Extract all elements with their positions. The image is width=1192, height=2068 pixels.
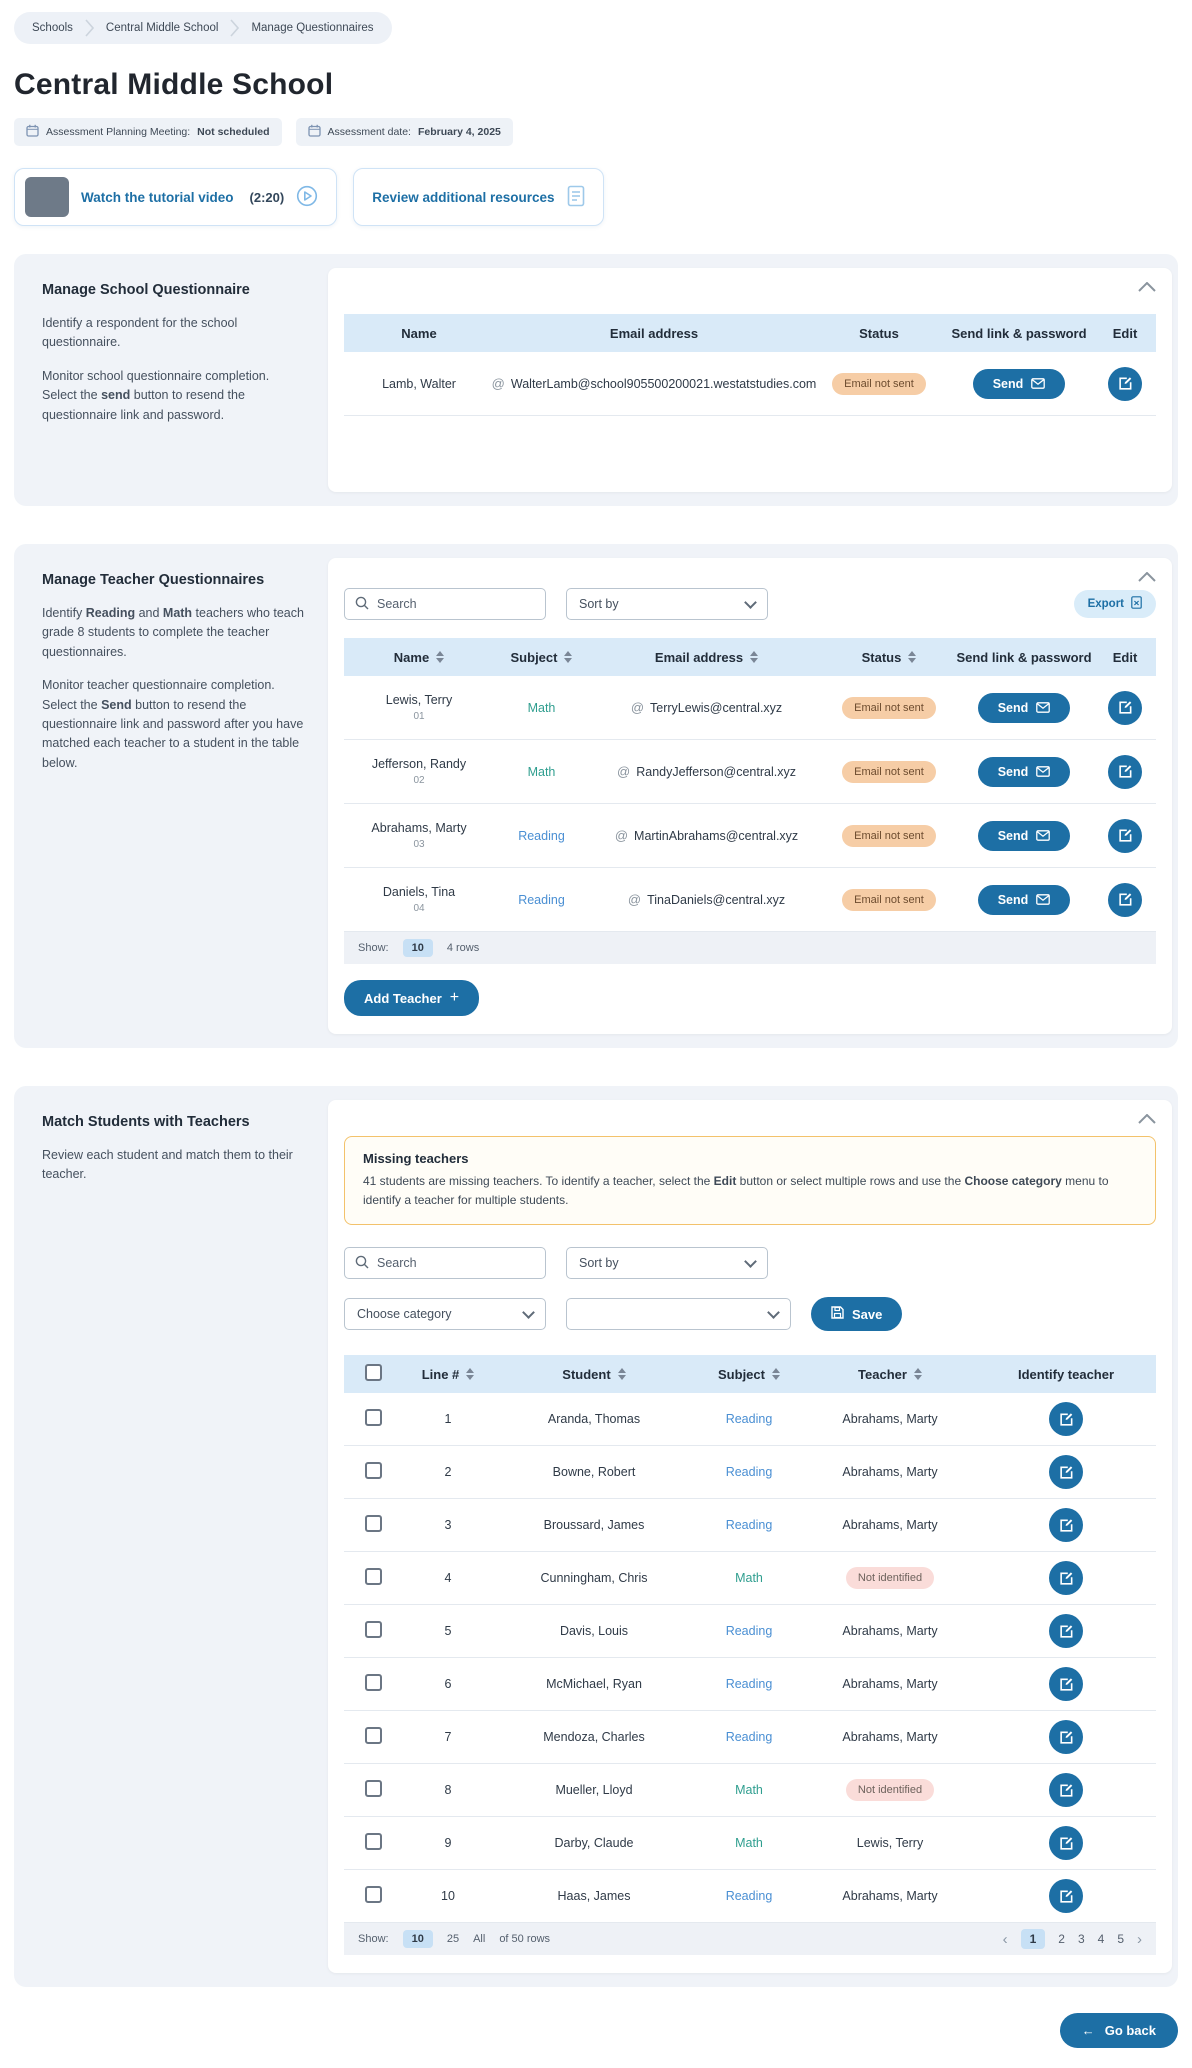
identify-teacher-button[interactable] (1049, 1402, 1083, 1436)
line-number: 9 (444, 1836, 452, 1851)
select-all-checkbox[interactable] (365, 1364, 382, 1381)
table-row (344, 1446, 1156, 1499)
show-label: Show: (358, 1933, 389, 1946)
breadcrumb-item-manage-questionnaires[interactable]: Manage Questionnaires (251, 22, 374, 34)
identify-teacher-button[interactable] (1049, 1614, 1083, 1648)
subject-cell: Reading (725, 1412, 773, 1427)
match-section-heading: Match Students with Teachers (42, 1114, 250, 1130)
export-button[interactable]: Export (1074, 590, 1156, 618)
student-name: Davis, Louis (559, 1624, 629, 1639)
teacher-line-number: 03 (413, 839, 425, 850)
teacher-section-para1: Identify Reading and Math teachers who teach grade 8 students to complete the teacher questionnaires. (42, 606, 304, 659)
assessment-chips (14, 118, 1178, 146)
go-back-button[interactable]: ← Go back (1060, 2013, 1178, 2048)
subject-cell: Reading (518, 892, 565, 907)
breadcrumb (14, 12, 392, 44)
collapse-section-icon[interactable] (1138, 1112, 1156, 1127)
manage-school-questionnaire-section (14, 254, 1178, 506)
chip-value: February 4, 2025 (417, 126, 501, 138)
school-table-header (344, 314, 1156, 352)
chevron-down-icon (767, 1306, 780, 1319)
col-student[interactable]: Student (494, 1367, 694, 1382)
student-sort-select[interactable]: Sort by (566, 1247, 768, 1279)
table-row (344, 1817, 1156, 1870)
student-name: Aranda, Thomas (547, 1412, 641, 1427)
subject-cell: Reading (725, 1730, 773, 1745)
teacher-questionnaires-panel (328, 558, 1172, 1034)
teacher-cell: Abrahams, Marty (842, 1624, 938, 1639)
teacher-email: TerryLewis@central.xyz (650, 700, 783, 715)
subject-cell: Reading (518, 828, 565, 843)
at-icon: @ (630, 700, 645, 715)
col-edit: Edit (1112, 649, 1138, 665)
teacher-cell: Lewis, Terry (856, 1836, 924, 1851)
page-title: Central Middle School (14, 68, 334, 101)
page-3[interactable]: 3 (1077, 1932, 1085, 1947)
col-send: Send link & password (956, 649, 1092, 665)
student-name: McMichael, Ryan (546, 1677, 642, 1692)
subject-cell: Math (527, 764, 556, 779)
teacher-cell: Abrahams, Marty (842, 1518, 938, 1533)
back-arrow-icon: ← (1081, 2023, 1095, 2039)
subject-cell: Math (527, 700, 556, 715)
teacher-not-identified-badge: Not identified (846, 1779, 934, 1801)
chip-label: Assessment Planning Meeting: (46, 126, 191, 138)
chevron-down-icon (744, 596, 757, 609)
teacher-section-para2: Monitor teacher questionnaire completion. Select the Send button to resend the questionnaire link and password after you have matched each teacher to a student in the table below. (42, 678, 304, 770)
sort-icon (914, 1368, 922, 1380)
teacher-cell: Abrahams, Marty (842, 1412, 938, 1427)
identify-teacher-button[interactable] (1049, 1826, 1083, 1860)
teacher-name: Lewis, Terry (385, 693, 453, 707)
identify-teacher-button[interactable] (1049, 1455, 1083, 1489)
save-button[interactable]: Save (811, 1297, 902, 1331)
send-button[interactable]: Send (973, 369, 1066, 399)
page-size-option-25[interactable]: 25 (446, 1933, 460, 1946)
sort-icon (466, 1368, 474, 1380)
match-section-description (28, 1100, 328, 1973)
subject-cell: Reading (725, 1518, 773, 1533)
chevron-right-icon (230, 19, 239, 37)
pagination-next-icon[interactable]: › (1137, 1930, 1142, 1948)
student-name: Haas, James (557, 1889, 631, 1904)
school-section-heading: Manage School Questionnaire (42, 282, 250, 298)
school-questionnaire-panel (328, 268, 1172, 492)
alert-title: Missing teachers (363, 1151, 469, 1166)
chevron-down-icon (522, 1306, 535, 1319)
row-checkbox[interactable] (365, 1621, 382, 1638)
sort-icon (618, 1368, 626, 1380)
excel-file-icon (1131, 596, 1142, 612)
row-checkbox[interactable] (365, 1462, 382, 1479)
table-row (344, 1605, 1156, 1658)
identify-teacher-button[interactable] (1049, 1720, 1083, 1754)
school-section-para1: Identify a respondent for the school questionnaire. (42, 316, 238, 350)
chip-value: Not scheduled (197, 126, 270, 138)
col-edit: Edit (1112, 325, 1138, 341)
teacher-email: RandyJefferson@central.xyz (636, 764, 796, 779)
teacher-table-footer (344, 932, 1156, 964)
school-section-description (28, 268, 328, 492)
assessment-date-chip (296, 118, 513, 146)
subject-cell: Math (735, 1836, 763, 1851)
line-number: 8 (444, 1783, 452, 1798)
additional-resources-card[interactable] (353, 168, 603, 226)
teacher-name: Abrahams, Marty (371, 821, 467, 835)
line-number: 5 (444, 1624, 452, 1639)
row-checkbox[interactable] (365, 1833, 382, 1850)
chevron-right-icon (85, 19, 94, 37)
table-row (344, 868, 1156, 932)
match-section-para1: Review each student and match them to their teacher. (42, 1148, 293, 1182)
send-button[interactable]: Send (978, 821, 1071, 851)
col-subject[interactable]: Subject (694, 1367, 804, 1382)
line-number: 10 (441, 1889, 455, 1904)
teacher-section-heading: Manage Teacher Questionnaires (42, 572, 265, 588)
subject-cell: Reading (725, 1624, 773, 1639)
table-row (344, 676, 1156, 740)
collapse-section-icon[interactable] (1138, 280, 1156, 295)
student-table-footer (344, 1923, 1156, 1955)
student-name: Cunningham, Chris (540, 1571, 648, 1586)
table-row (344, 1393, 1156, 1446)
edit-button[interactable] (1108, 691, 1142, 725)
line-number: 4 (444, 1571, 452, 1586)
student-name: Mendoza, Charles (543, 1730, 645, 1745)
row-checkbox[interactable] (365, 1409, 382, 1426)
sort-icon (750, 651, 758, 663)
document-icon (567, 185, 585, 210)
video-thumbnail (25, 177, 69, 217)
status-badge: Email not sent (842, 889, 936, 911)
video-duration: (2:20) (249, 189, 285, 205)
collapse-section-icon[interactable] (1138, 570, 1156, 585)
row-checkbox[interactable] (365, 1515, 382, 1532)
teacher-cell: Abrahams, Marty (842, 1730, 938, 1745)
col-line[interactable]: Line # (402, 1367, 494, 1382)
save-icon (831, 1306, 844, 1322)
table-row (344, 804, 1156, 868)
chip-label: Assessment date: (327, 126, 411, 138)
teacher-line-number: 01 (413, 711, 425, 722)
at-icon: @ (627, 892, 642, 907)
student-search-input[interactable] (377, 1256, 535, 1270)
row-checkbox[interactable] (365, 1568, 382, 1585)
add-teacher-button[interactable]: Add Teacher + (344, 980, 479, 1016)
teacher-search-input[interactable] (377, 597, 535, 611)
col-identify: Identify teacher (1017, 1366, 1115, 1382)
row-count: of 50 rows (499, 1933, 551, 1946)
edit-button[interactable] (1108, 755, 1142, 789)
col-name[interactable]: Name (344, 650, 494, 665)
at-icon: @ (617, 764, 631, 779)
play-icon[interactable] (296, 185, 318, 210)
status-badge: Email not sent (842, 761, 936, 783)
plus-icon: + (449, 989, 460, 1006)
student-search-box[interactable] (344, 1247, 546, 1279)
planning-meeting-chip (14, 118, 282, 146)
status-badge: Email not sent (842, 825, 936, 847)
table-row (344, 740, 1156, 804)
respondent-email: WalterLamb@school905500200021.westatstudies.com (510, 376, 817, 391)
breadcrumb-item-schools[interactable]: Schools (32, 22, 73, 34)
match-students-section (14, 1086, 1178, 1987)
sort-icon (564, 651, 572, 663)
sort-icon (908, 651, 916, 663)
teacher-name: Daniels, Tina (382, 885, 456, 899)
table-row (344, 1764, 1156, 1817)
identify-teacher-button[interactable] (1049, 1879, 1083, 1913)
pagination (1003, 1929, 1142, 1949)
teacher-email: MartinAbrahams@central.xyz (634, 828, 799, 843)
tutorial-video-card[interactable] (14, 168, 337, 226)
page-2[interactable]: 2 (1058, 1932, 1065, 1947)
page-4[interactable]: 4 (1097, 1932, 1105, 1947)
missing-teachers-alert (344, 1136, 1156, 1225)
search-icon (355, 596, 369, 613)
respondent-name: Lamb, Walter (382, 376, 456, 391)
send-button[interactable]: Send (978, 885, 1071, 915)
page-size-option[interactable]: 10 (403, 939, 433, 957)
search-icon (355, 1255, 369, 1272)
teacher-sort-select[interactable]: Sort by (566, 588, 768, 620)
quick-links-row (14, 168, 1178, 226)
row-checkbox[interactable] (365, 1780, 382, 1797)
pagination-prev-icon[interactable]: ‹ (1002, 1930, 1008, 1948)
teacher-email: TinaDaniels@central.xyz (647, 892, 786, 907)
choose-category-select[interactable]: Choose category (344, 1298, 546, 1330)
teacher-search-box[interactable] (344, 588, 546, 620)
row-count: 4 rows (446, 942, 480, 954)
teacher-section-description (28, 558, 328, 1034)
status-badge: Email not sent (832, 373, 926, 395)
col-name: Name (401, 325, 437, 341)
page-footer (14, 2013, 1178, 2048)
col-status: Status (859, 325, 899, 341)
subject-cell: Reading (725, 1465, 773, 1480)
calendar-icon (308, 124, 321, 140)
row-checkbox[interactable] (365, 1674, 382, 1691)
student-table-header (344, 1355, 1156, 1393)
col-status[interactable]: Status (824, 650, 954, 665)
chevron-down-icon (744, 1255, 757, 1268)
alert-body: 41 students are missing teachers. To identify a teacher, select the Edit button or select multiple rows and use the Choose category menu to identify a teacher for multiple students. (363, 1174, 1109, 1208)
col-email: Email address (609, 325, 699, 341)
calendar-icon (26, 124, 39, 140)
manage-teacher-questionnaires-section (14, 544, 1178, 1048)
status-badge: Email not sent (842, 697, 936, 719)
edit-button[interactable] (1108, 367, 1142, 401)
student-name: Mueller, Lloyd (555, 1783, 633, 1798)
identify-teacher-button[interactable] (1049, 1561, 1083, 1595)
edit-button[interactable] (1108, 883, 1142, 917)
line-number: 1 (444, 1412, 452, 1427)
teacher-not-identified-badge: Not identified (846, 1567, 934, 1589)
page-size-option-10[interactable]: 10 (403, 1930, 433, 1948)
teacher-line-number: 02 (413, 775, 425, 786)
edit-button[interactable] (1108, 819, 1142, 853)
show-label: Show: (358, 942, 389, 954)
subject-cell: Reading (725, 1677, 773, 1692)
resources-link-label[interactable]: Review additional resources (372, 189, 555, 205)
sort-icon (772, 1368, 780, 1380)
page-1[interactable]: 1 (1021, 1929, 1046, 1949)
subject-cell: Reading (725, 1889, 773, 1904)
send-button[interactable]: Send (978, 693, 1071, 723)
line-number: 7 (444, 1730, 452, 1745)
match-students-panel (328, 1100, 1172, 1973)
video-link-label[interactable]: Watch the tutorial video (81, 189, 234, 205)
table-row (344, 1552, 1156, 1605)
teacher-cell: Abrahams, Marty (842, 1465, 938, 1480)
teacher-cell: Abrahams, Marty (842, 1889, 938, 1904)
col-send: Send link & password (951, 325, 1087, 341)
identify-teacher-button[interactable] (1049, 1667, 1083, 1701)
table-row (344, 352, 1156, 416)
school-section-para2: Monitor school questionnaire completion. Select the send button to resend the questionnaire link and password. (42, 368, 270, 422)
category-value-select[interactable] (566, 1298, 791, 1330)
page-size-option-all[interactable]: All (473, 1933, 486, 1946)
teacher-name: Jefferson, Randy (371, 757, 467, 771)
identify-teacher-button[interactable] (1049, 1773, 1083, 1807)
table-row (344, 1870, 1156, 1923)
line-number: 6 (444, 1677, 452, 1692)
teacher-table-header (344, 638, 1156, 676)
table-row (344, 1658, 1156, 1711)
breadcrumb-item-school[interactable]: Central Middle School (105, 22, 219, 34)
subject-cell: Math (735, 1571, 763, 1586)
line-number: 2 (444, 1465, 452, 1480)
subject-cell: Math (735, 1783, 763, 1798)
sort-icon (436, 651, 444, 663)
teacher-line-number: 04 (413, 903, 425, 914)
student-name: Broussard, James (543, 1518, 645, 1533)
table-row (344, 1711, 1156, 1764)
teacher-cell: Abrahams, Marty (842, 1677, 938, 1692)
identify-teacher-button[interactable] (1049, 1508, 1083, 1542)
send-button[interactable]: Send (978, 757, 1071, 787)
at-icon: @ (614, 828, 629, 843)
col-email[interactable]: Email address (589, 650, 824, 665)
row-checkbox[interactable] (365, 1727, 382, 1744)
line-number: 3 (444, 1518, 452, 1533)
col-teacher[interactable]: Teacher (804, 1367, 976, 1382)
table-row (344, 1499, 1156, 1552)
col-subject[interactable]: Subject (494, 650, 589, 665)
at-icon: @ (491, 376, 505, 391)
student-name: Bowne, Robert (552, 1465, 636, 1480)
student-name: Darby, Claude (554, 1836, 634, 1851)
row-checkbox[interactable] (365, 1886, 382, 1903)
page-5[interactable]: 5 (1117, 1932, 1124, 1947)
